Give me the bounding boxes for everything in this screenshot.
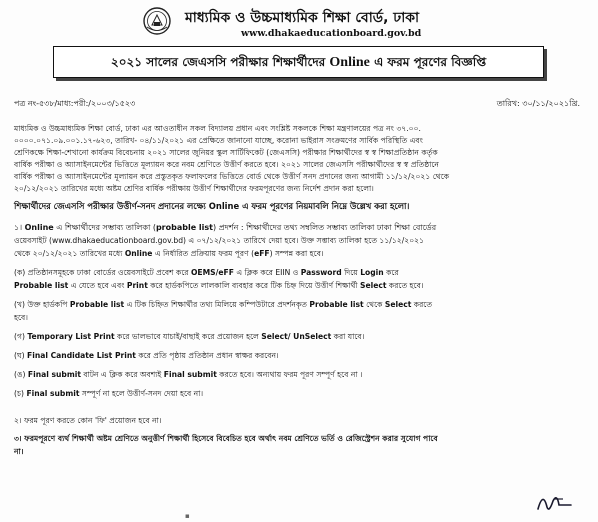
notice-title-box [53, 46, 544, 78]
paragraph-line: ২০/১২/২০২১ তারিখের মধ্যে অষ্টম শ্রেণির বার্ষিক পরীক্ষায় উত্তীর্ণ শিক্ষার্থীদের ফরমপূরণের জন্য নির্দেশ প্রদান করা হলো। [14, 184, 374, 193]
section-1-line-1: ১। Online এ শিক্ষার্থীদের সম্ভাব্য তালিকা (probable list) প্রদর্শন : শিক্ষার্থীদের তথ্য সম্বলিত সম্ভাব্য তালিকা ঢাকা শিক্ষা বোর্ডের [14, 223, 437, 232]
item-ka-line-1: (ক) প্রতিষ্ঠানসমূহকে ঢাকা বোর্ডের ওয়েবসাইটে প্রবেশ করে OEMS/eFF এ ক্লিক করে EIIN ও Password দিয়ে Login করে [14, 268, 399, 277]
paragraph-line: ০০০০.০৭১.০৯.০০১.১৭-৬২৩, তারিখ- ০৪/১১/২০২১ এর প্রেক্ষিতে জানানো যাচ্ছে, করোনা ভাইরাস সংক্রমণের সার্বিক পরিস্থিতি এবং [14, 136, 423, 145]
item-uma: (ঙ) Final submit বাটন এ ক্লিক করে অবশ্যই Final submit করতে হবে। অন্যথায় ফরম পূরণ সম্পূর্ণ হবে না । [14, 370, 363, 379]
board-name: মাধ্যমিক ও উচ্চমাধ্যমিক শিক্ষা বোর্ড, ঢাকা [185, 10, 420, 26]
item-kha-line-2: হবে। [14, 313, 28, 322]
item-cha: (চ) Final submit সম্পূর্ণ না হলে উত্তীর্ণ-সনদ দেয়া হবে না। [14, 389, 204, 398]
board-website: www.dhakaeducationboard.gov.bd [241, 28, 422, 39]
signature-icon [535, 487, 575, 515]
paragraph-line: মাধ্যমিক ও উচ্চমাধ্যমিক শিক্ষা বোর্ড, ঢাকা এর আওতাধীন সকল বিদ্যালয় প্রধান এবং সংশ্লিষ্ট সকলকে শিক্ষা মন্ত্রণালয়ের পত্র নং ৩৭.০০. [14, 124, 421, 133]
item-kha-line-1: (খ) উক্ত হার্ডকপি Probable list এ টিক চিহ্নিত শিক্ষার্থীর তথ্য মিলিয়ে কম্পিউটারে প্রদর্শনকৃত Probable list থেকে Select করতে [14, 300, 433, 309]
section-1-line-2: ওয়েবসাইট (www.dhakaeducationboard.gov.bd) এ ০৭/১২/২০২১ তারিখে দেয়া হবে। উক্ত সম্ভাব্য তালিকা হতে ১১/১২/২০২১ [14, 236, 425, 245]
notice-title: ২০২১ সালের জেএসসি পরীক্ষার শিক্ষার্থীদের Online এ ফরম পূরণের বিজ্ঞপ্তি [110, 55, 487, 70]
note-2: ২। ফরম পূরণ করতে কোন 'ফি' প্রয়োজন হবে না। [14, 416, 162, 425]
paragraph-line: বার্ষিক পরীক্ষা ও অ্যাসাইনমেন্টের ভিত্তিতে মূল্যায়ন করে নবম শ্রেণিতে উত্তীর্ণ করতে হবে। ২০২১ সালের জেএসসি পরীক্ষার্থীদের স্ব স্ব প্রতিষ্ঠানে [14, 160, 439, 169]
board-seal-icon [143, 7, 171, 35]
note-3-line-1: ৩। ফরমপূরণে ব্যর্থ শিক্ষার্থী অষ্টম শ্রেণিতে অনুত্তীর্ণ শিক্ষার্থী হিসেবে বিবেচিত হবে অর্থাৎ নবম শ্রেণিতে ভর্তি ও রেজিস্ট্রেশন করার সুযোগ পাবে [14, 434, 438, 443]
memo-number: পত্র নং-৫৩৮/মাধ্য:পরী:/২০০৩/১৫২৩ [14, 99, 136, 108]
item-ka-line-2: Probable list এ যেতে হবে এবং Print করে হার্ডকপিতে লালকালি ব্যবহার করে টিক চিহ্ন দিয়ে উত্তীর্ণ শিক্ষার্থী Select করতে হবে। [14, 281, 424, 290]
item-ga: (গ) Temporary List Print করে ভালভাবে যাচাই/বাছাই করে প্রয়োজন হলে Select/ UnSelect করা যাবে। [14, 332, 365, 341]
paragraph-line: শ্রেণিকক্ষে শিক্ষা-শেখানো কার্যক্রম বিবেচনায় ২০২১ সালের জুনিয়র স্কুল সার্টিফিকেট (জেএসসি) পরীক্ষার শিক্ষার্থীদের স্ব স্ব শিক্ষাপ্রতিষ্ঠান কর্তৃক [14, 148, 438, 157]
note-3-line-2: না। [14, 447, 24, 456]
section-1-line-3: থেকে ২০/১২/২০২১ তারিখের মধ্যে Online এ নির্ধারিত প্রক্রিয়ায় ফরম পূরণ (eFF) সম্পন্ন করা হবে। [14, 249, 324, 258]
paragraph-line: বার্ষিক পরীক্ষা ও অ্যাসাইনমেন্টের মূল্যায়ন করে প্রস্তুতকৃত ফলাফলের ভিত্তিতে বোর্ড থেকে উত্তীর্ণ সনদ প্রদানের জন্য আগামী ১১/১২/২০২১ থেকে [14, 172, 450, 181]
memo-date: তারিখ: ৩০/১১/২০২১খ্রি. [496, 99, 580, 108]
rules-intro: শিক্ষার্থীদের জেএসসি পরীক্ষার উত্তীর্ণ-সনদ প্রদানের লক্ষ্যে Online এ ফরম পূরণের নিয়মাবলি নিম্নে উল্লেখ করা হলো। [14, 201, 410, 211]
scan-mark-icon: ▪ [185, 512, 190, 520]
item-gha: (ঘ) Final Candidate List Print করে প্রতি পৃষ্ঠায় প্রতিষ্ঠান প্রধান স্বাক্ষর করবেন। [14, 351, 279, 360]
